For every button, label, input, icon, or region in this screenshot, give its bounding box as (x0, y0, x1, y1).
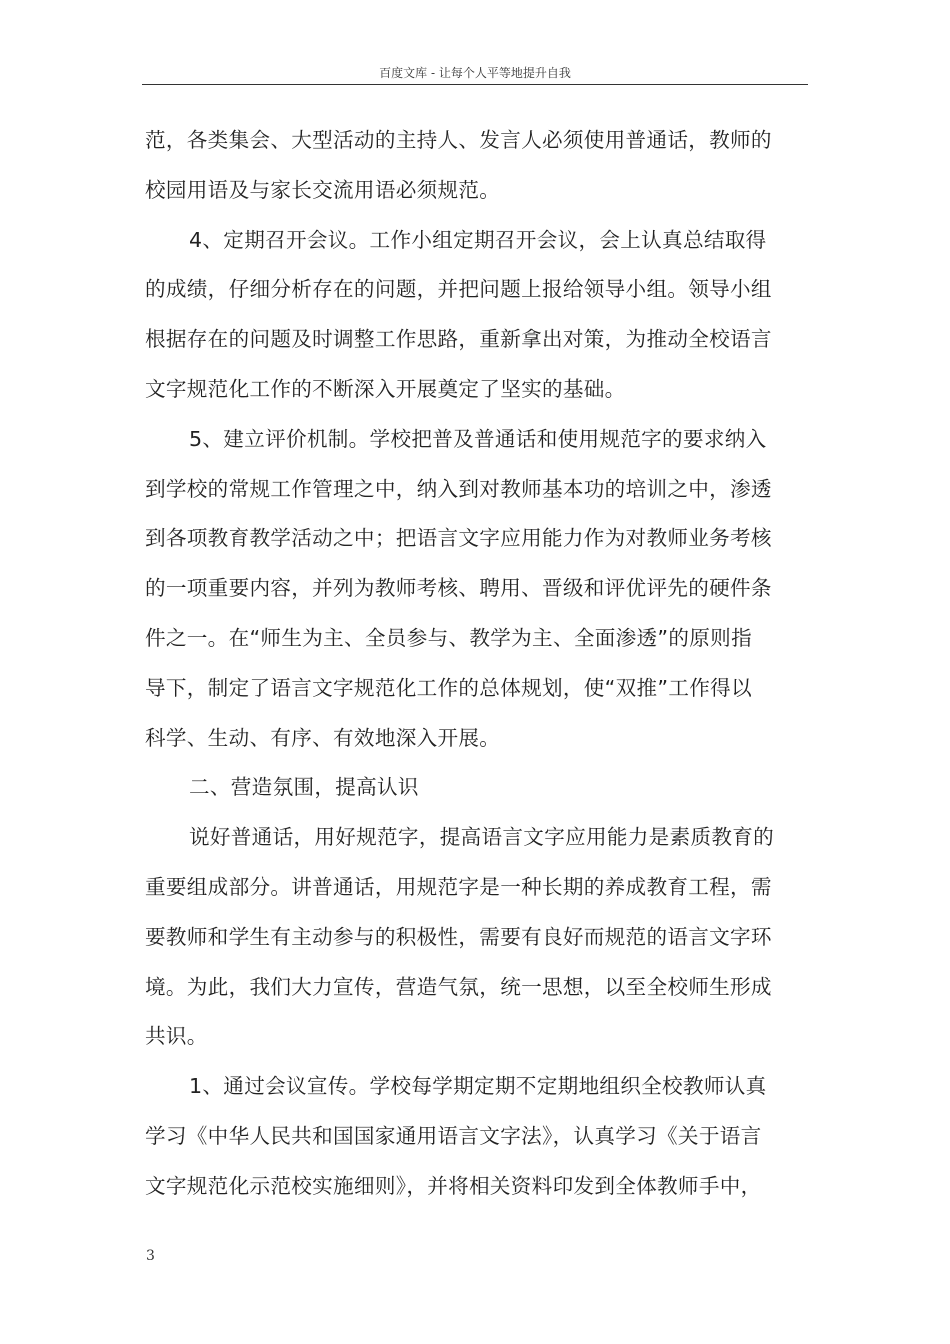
text-line: 文字规范化工作的不断深入开展奠定了坚实的基础。 (145, 376, 626, 401)
text-line: 1、通过会议宣传。学校每学期定期不定期地组织全校教师认真 (189, 1074, 767, 1099)
text-line: 科学、生动、有序、有效地深入开展。 (145, 725, 501, 750)
page-number: 3 (146, 1248, 155, 1264)
text-line: 到各项教育教学活动之中；把语言文字应用能力作为对教师业务考核 (145, 526, 772, 551)
text-line: 境。为此，我们大力宣传，营造气氛，统一思想，以至全校师生形成 (145, 974, 772, 999)
page-header: 百度文库 - 让每个人平等地提升自我 (142, 64, 808, 85)
text-line: 的一项重要内容，并列为教师考核、聘用、晋级和评优评先的硬件条 (145, 576, 772, 601)
text-line: 5、建立评价机制。学校把普及普通话和使用规范字的要求纳入 (189, 426, 767, 451)
text-line: 学习《中华人民共和国国家通用语言文字法》，认真学习《关于语言 (145, 1123, 762, 1148)
text-line: 说好普通话，用好规范字，提高语言文字应用能力是素质教育的 (189, 825, 775, 850)
text-line: 根据存在的问题及时调整工作思路，重新拿出对策，为推动全校语言 (145, 327, 772, 352)
text-line: 4、定期召开会议。工作小组定期召开会议，会上认真总结取得 (189, 227, 767, 252)
document-body (145, 116, 807, 1212)
text-line: 二、营造氛围，提高认识 (189, 775, 419, 800)
text-line: 的成绩，仔细分析存在的问题，并把问题上报给领导小组。领导小组 (145, 277, 772, 302)
text-line: 件之一。在“师生为主、全员参与、教学为主、全面渗透”的原则指 (145, 625, 752, 650)
text-line: 范，各类集会、大型活动的主持人、发言人必须使用普通话，教师的 (145, 128, 772, 152)
text-line: 校园用语及与家长交流用语必须规范。 (145, 177, 501, 202)
text-line: 到学校的常规工作管理之中，纳入到对教师基本功的培训之中，渗透 (145, 476, 772, 501)
text-line: 重要组成部分。讲普通话，用规范字是一种长期的养成教育工程，需 (145, 874, 772, 899)
text-line: 要教师和学生有主动参与的积极性，需要有良好而规范的语言文字环 (145, 924, 772, 949)
text-line: 共识。 (145, 1024, 208, 1049)
text-line: 导下，制定了语言文字规范化工作的总体规划，使“双推”工作得以 (145, 675, 752, 700)
text-line: 文字规范化示范校实施细则》，并将相关资料印发到全体教师手中， (145, 1173, 762, 1198)
